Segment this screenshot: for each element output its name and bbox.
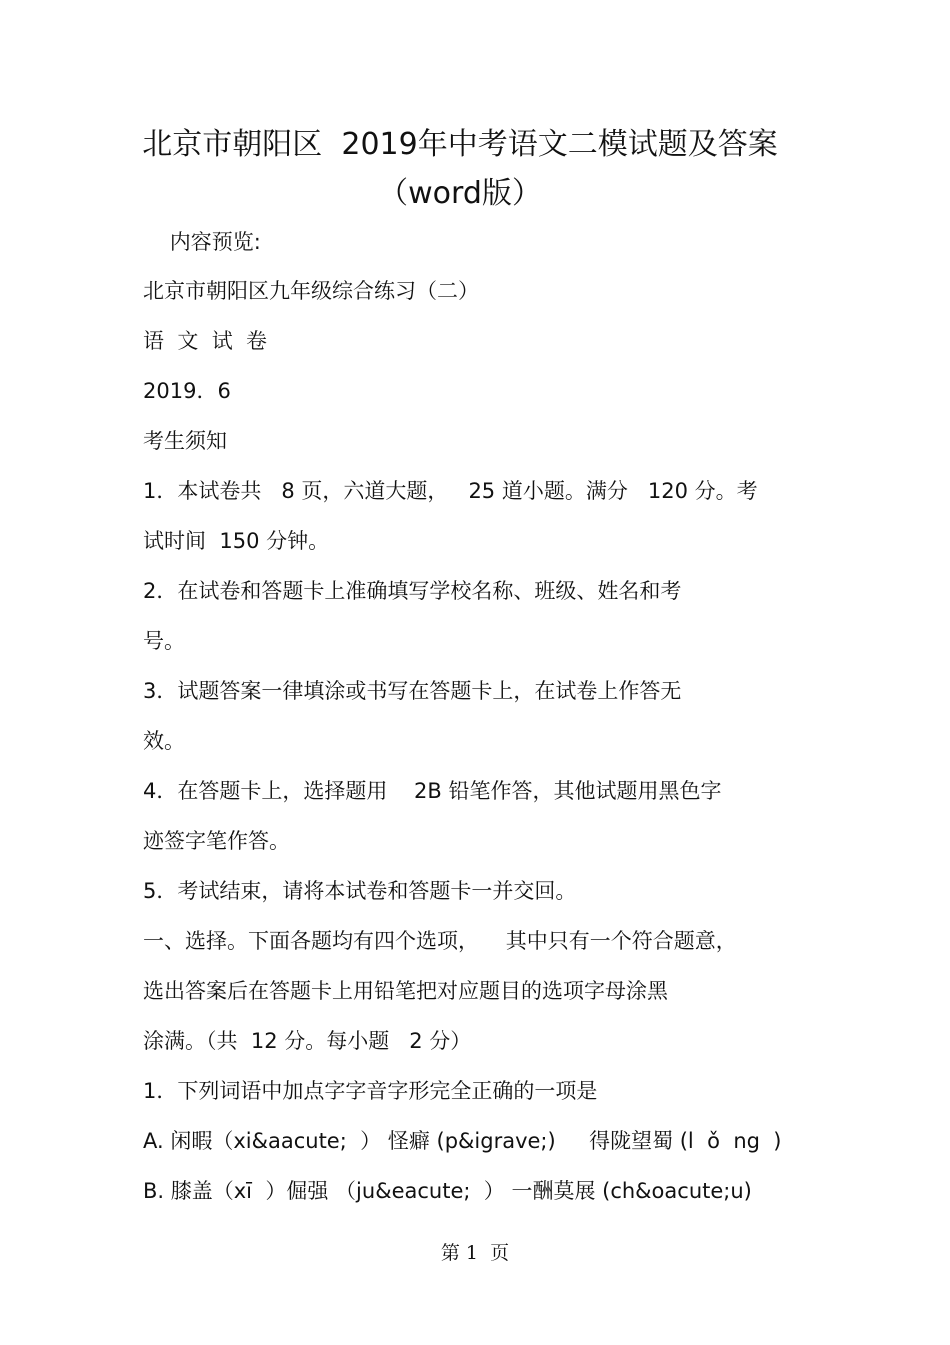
- notice-item-3: 3．试题答案一律填涂或书写在答题卡上，在试卷上作答无: [143, 679, 682, 703]
- notice-item-2: 2．在试卷和答题卡上准确填写学校名称、班级、姓名和考: [143, 579, 682, 603]
- exam-subject-heading: 语 文 试 卷: [143, 329, 268, 353]
- notice-item-5: 5．考试结束，请将本试卷和答题卡一并交回。: [143, 879, 577, 903]
- preview-label: 内容预览:: [143, 230, 261, 254]
- section-1-instructions: 一、选择。下面各题均有四个选项， 其中只有一个符合题意，: [143, 929, 737, 953]
- notice-item-1-continued: 试时间 150 分钟。: [143, 529, 330, 553]
- notice-item-4: 4．在答题卡上，选择题用 2B 铅笔作答，其他试题用黑色字: [143, 779, 722, 803]
- document-title-line-2: （word版）: [378, 176, 542, 211]
- section-1-score-note: 涂满。（共 12 分。每小题 2 分）: [143, 1029, 472, 1053]
- page-number-footer: 第 1 页: [440, 1242, 510, 1264]
- question-1-stem: 1．下列词语中加点字字音字形完全正确的一项是: [143, 1079, 598, 1103]
- section-1-instructions-continued: 选出答案后在答题卡上用铅笔把对应题目的选项字母涂黑: [143, 979, 668, 1003]
- question-1-option-a: A. 闲暇（xi&aacute; ） 怪癖 (p&igrave;) 得陇望蜀 (l ǒ ng ): [143, 1129, 782, 1153]
- document-title-line-1: 北京市朝阳区 2019年中考语文二模试题及答案: [142, 127, 778, 162]
- exam-date: 2019．6: [143, 379, 231, 403]
- notice-item-4-continued: 迹签字笔作答。: [143, 829, 290, 853]
- notice-item-2-continued: 号。: [143, 629, 185, 653]
- notice-heading: 考生须知: [143, 429, 227, 453]
- notice-item-3-continued: 效。: [143, 729, 185, 753]
- exam-district-heading: 北京市朝阳区九年级综合练习（二）: [143, 279, 479, 303]
- notice-item-1: 1．本试卷共 8 页，六道大题， 25 道小题。满分 120 分。考: [143, 479, 758, 503]
- question-1-option-b: B. 膝盖（xī ）倔强 （ju&eacute; ） 一酬莫展 (ch&oacute;u): [143, 1179, 752, 1203]
